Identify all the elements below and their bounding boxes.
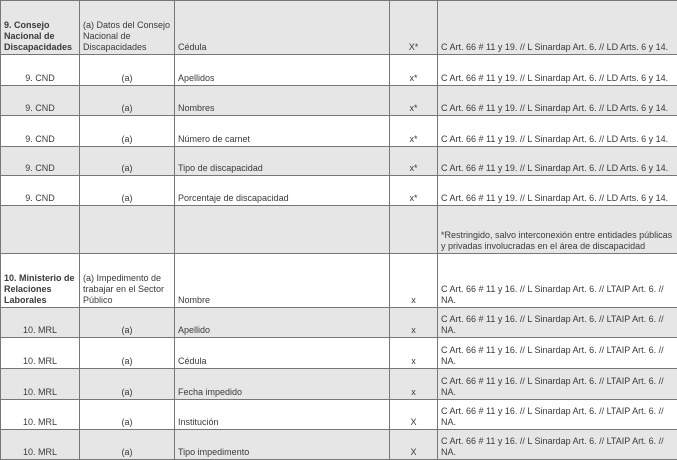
field-cell: Apellidos — [175, 55, 390, 86]
category-cell: (a) — [80, 55, 175, 86]
table-row — [1, 430, 677, 460]
entity-cell: 9. CND — [1, 175, 80, 206]
legal-basis-cell: C Art. 66 # 11 y 16. // L Sinardap Art. 6. // LTAIP Art. 6. // NA. — [438, 307, 677, 338]
legal-basis-cell: C Art. 66 # 11 y 16. // L Sinardap Art. 6. // LTAIP Art. 6. // NA. — [438, 430, 677, 460]
field-cell: Cédula — [175, 1, 390, 55]
legal-basis-cell: C Art. 66 # 11 y 19. // L Sinardap Art. 6. // LD Arts. 6 y 14. — [438, 147, 677, 176]
mark-cell — [390, 206, 438, 254]
entity-cell: 9. CND — [1, 116, 80, 147]
table-row — [1, 147, 677, 176]
category-cell: (a) — [80, 85, 175, 116]
legal-basis-cell: C Art. 66 # 11 y 19. // L Sinardap Art. 6. // LD Arts. 6 y 14. — [438, 116, 677, 147]
field-cell: Cédula — [175, 338, 390, 369]
category-cell: (a) Impedimento de trabajar en el Sector Público — [80, 254, 175, 307]
legal-basis-cell: C Art. 66 # 11 y 16. // L Sinardap Art. 6. // LTAIP Art. 6. // NA. — [438, 254, 677, 307]
category-cell: (a) — [80, 368, 175, 399]
restriction-note: *Restringido, salvo interconexión entre entidades públicas y privadas involucradas en el área de discapacidad — [438, 206, 677, 254]
mark-cell: X — [390, 399, 438, 430]
mark-cell: x* — [390, 55, 438, 86]
category-cell: (a) — [80, 338, 175, 369]
field-cell: Tipo impedimento — [175, 430, 390, 460]
mark-cell: x* — [390, 85, 438, 116]
field-cell: Fecha impedido — [175, 368, 390, 399]
category-cell: (a) Datos del Consejo Nacional de Discapacidades — [80, 1, 175, 55]
category-cell: (a) — [80, 430, 175, 460]
entity-cell — [1, 206, 80, 254]
category-cell: (a) — [80, 147, 175, 176]
mark-cell: X* — [390, 1, 438, 55]
mark-cell: X — [390, 430, 438, 460]
table-row — [1, 116, 677, 147]
field-cell: Tipo de discapacidad — [175, 147, 390, 176]
table-row — [1, 254, 677, 307]
table-row — [1, 399, 677, 430]
table-row — [1, 175, 677, 206]
category-cell: (a) — [80, 175, 175, 206]
legal-basis-cell: C Art. 66 # 11 y 19. // L Sinardap Art. 6. // LD Arts. 6 y 14. — [438, 85, 677, 116]
entity-cell: 9. Consejo Nacional de Discapacidades — [1, 1, 80, 55]
mark-cell: x — [390, 368, 438, 399]
table-row — [1, 307, 677, 338]
entity-cell: 10. MRL — [1, 307, 80, 338]
field-cell — [175, 206, 390, 254]
category-cell: (a) — [80, 116, 175, 147]
mark-cell: x* — [390, 147, 438, 176]
entity-cell: 9. CND — [1, 147, 80, 176]
field-cell: Nombres — [175, 85, 390, 116]
mark-cell: x* — [390, 116, 438, 147]
legal-basis-cell: C Art. 66 # 11 y 19. // L Sinardap Art. 6. // LD Arts. 6 y 14. — [438, 175, 677, 206]
table-row — [1, 206, 677, 254]
mark-cell: x — [390, 254, 438, 307]
table-row — [1, 1, 677, 55]
field-cell: Apellido — [175, 307, 390, 338]
table-row — [1, 368, 677, 399]
legal-basis-cell: C Art. 66 # 11 y 16. // L Sinardap Art. 6. // LTAIP Art. 6. // NA. — [438, 368, 677, 399]
category-cell: (a) — [80, 399, 175, 430]
legal-basis-cell: C Art. 66 # 11 y 19. // L Sinardap Art. 6. // LD Arts. 6 y 14. — [438, 1, 677, 55]
entity-cell: 10. MRL — [1, 338, 80, 369]
legal-basis-cell: C Art. 66 # 11 y 16. // L Sinardap Art. 6. // LTAIP Art. 6. // NA. — [438, 338, 677, 369]
mark-cell: x — [390, 338, 438, 369]
mark-cell: x — [390, 307, 438, 338]
table-row — [1, 338, 677, 369]
entity-cell: 10. Ministerio de Relaciones Laborales — [1, 254, 80, 307]
entity-cell: 9. CND — [1, 55, 80, 86]
table-row — [1, 85, 677, 116]
mark-cell: x* — [390, 175, 438, 206]
table-row — [1, 55, 677, 86]
entity-cell: 10. MRL — [1, 430, 80, 460]
field-cell: Porcentaje de discapacidad — [175, 175, 390, 206]
entity-cell: 9. CND — [1, 85, 80, 116]
category-cell: (a) — [80, 307, 175, 338]
field-cell: Número de carnet — [175, 116, 390, 147]
field-cell: Nombre — [175, 254, 390, 307]
field-cell: Institución — [175, 399, 390, 430]
category-cell — [80, 206, 175, 254]
legal-basis-cell: C Art. 66 # 11 y 19. // L Sinardap Art. 6. // LD Arts. 6 y 14. — [438, 55, 677, 86]
legal-basis-cell: C Art. 66 # 11 y 16. // L Sinardap Art. 6. // LTAIP Art. 6. // NA. — [438, 399, 677, 430]
entity-cell: 10. MRL — [1, 399, 80, 430]
entity-cell: 10. MRL — [1, 368, 80, 399]
